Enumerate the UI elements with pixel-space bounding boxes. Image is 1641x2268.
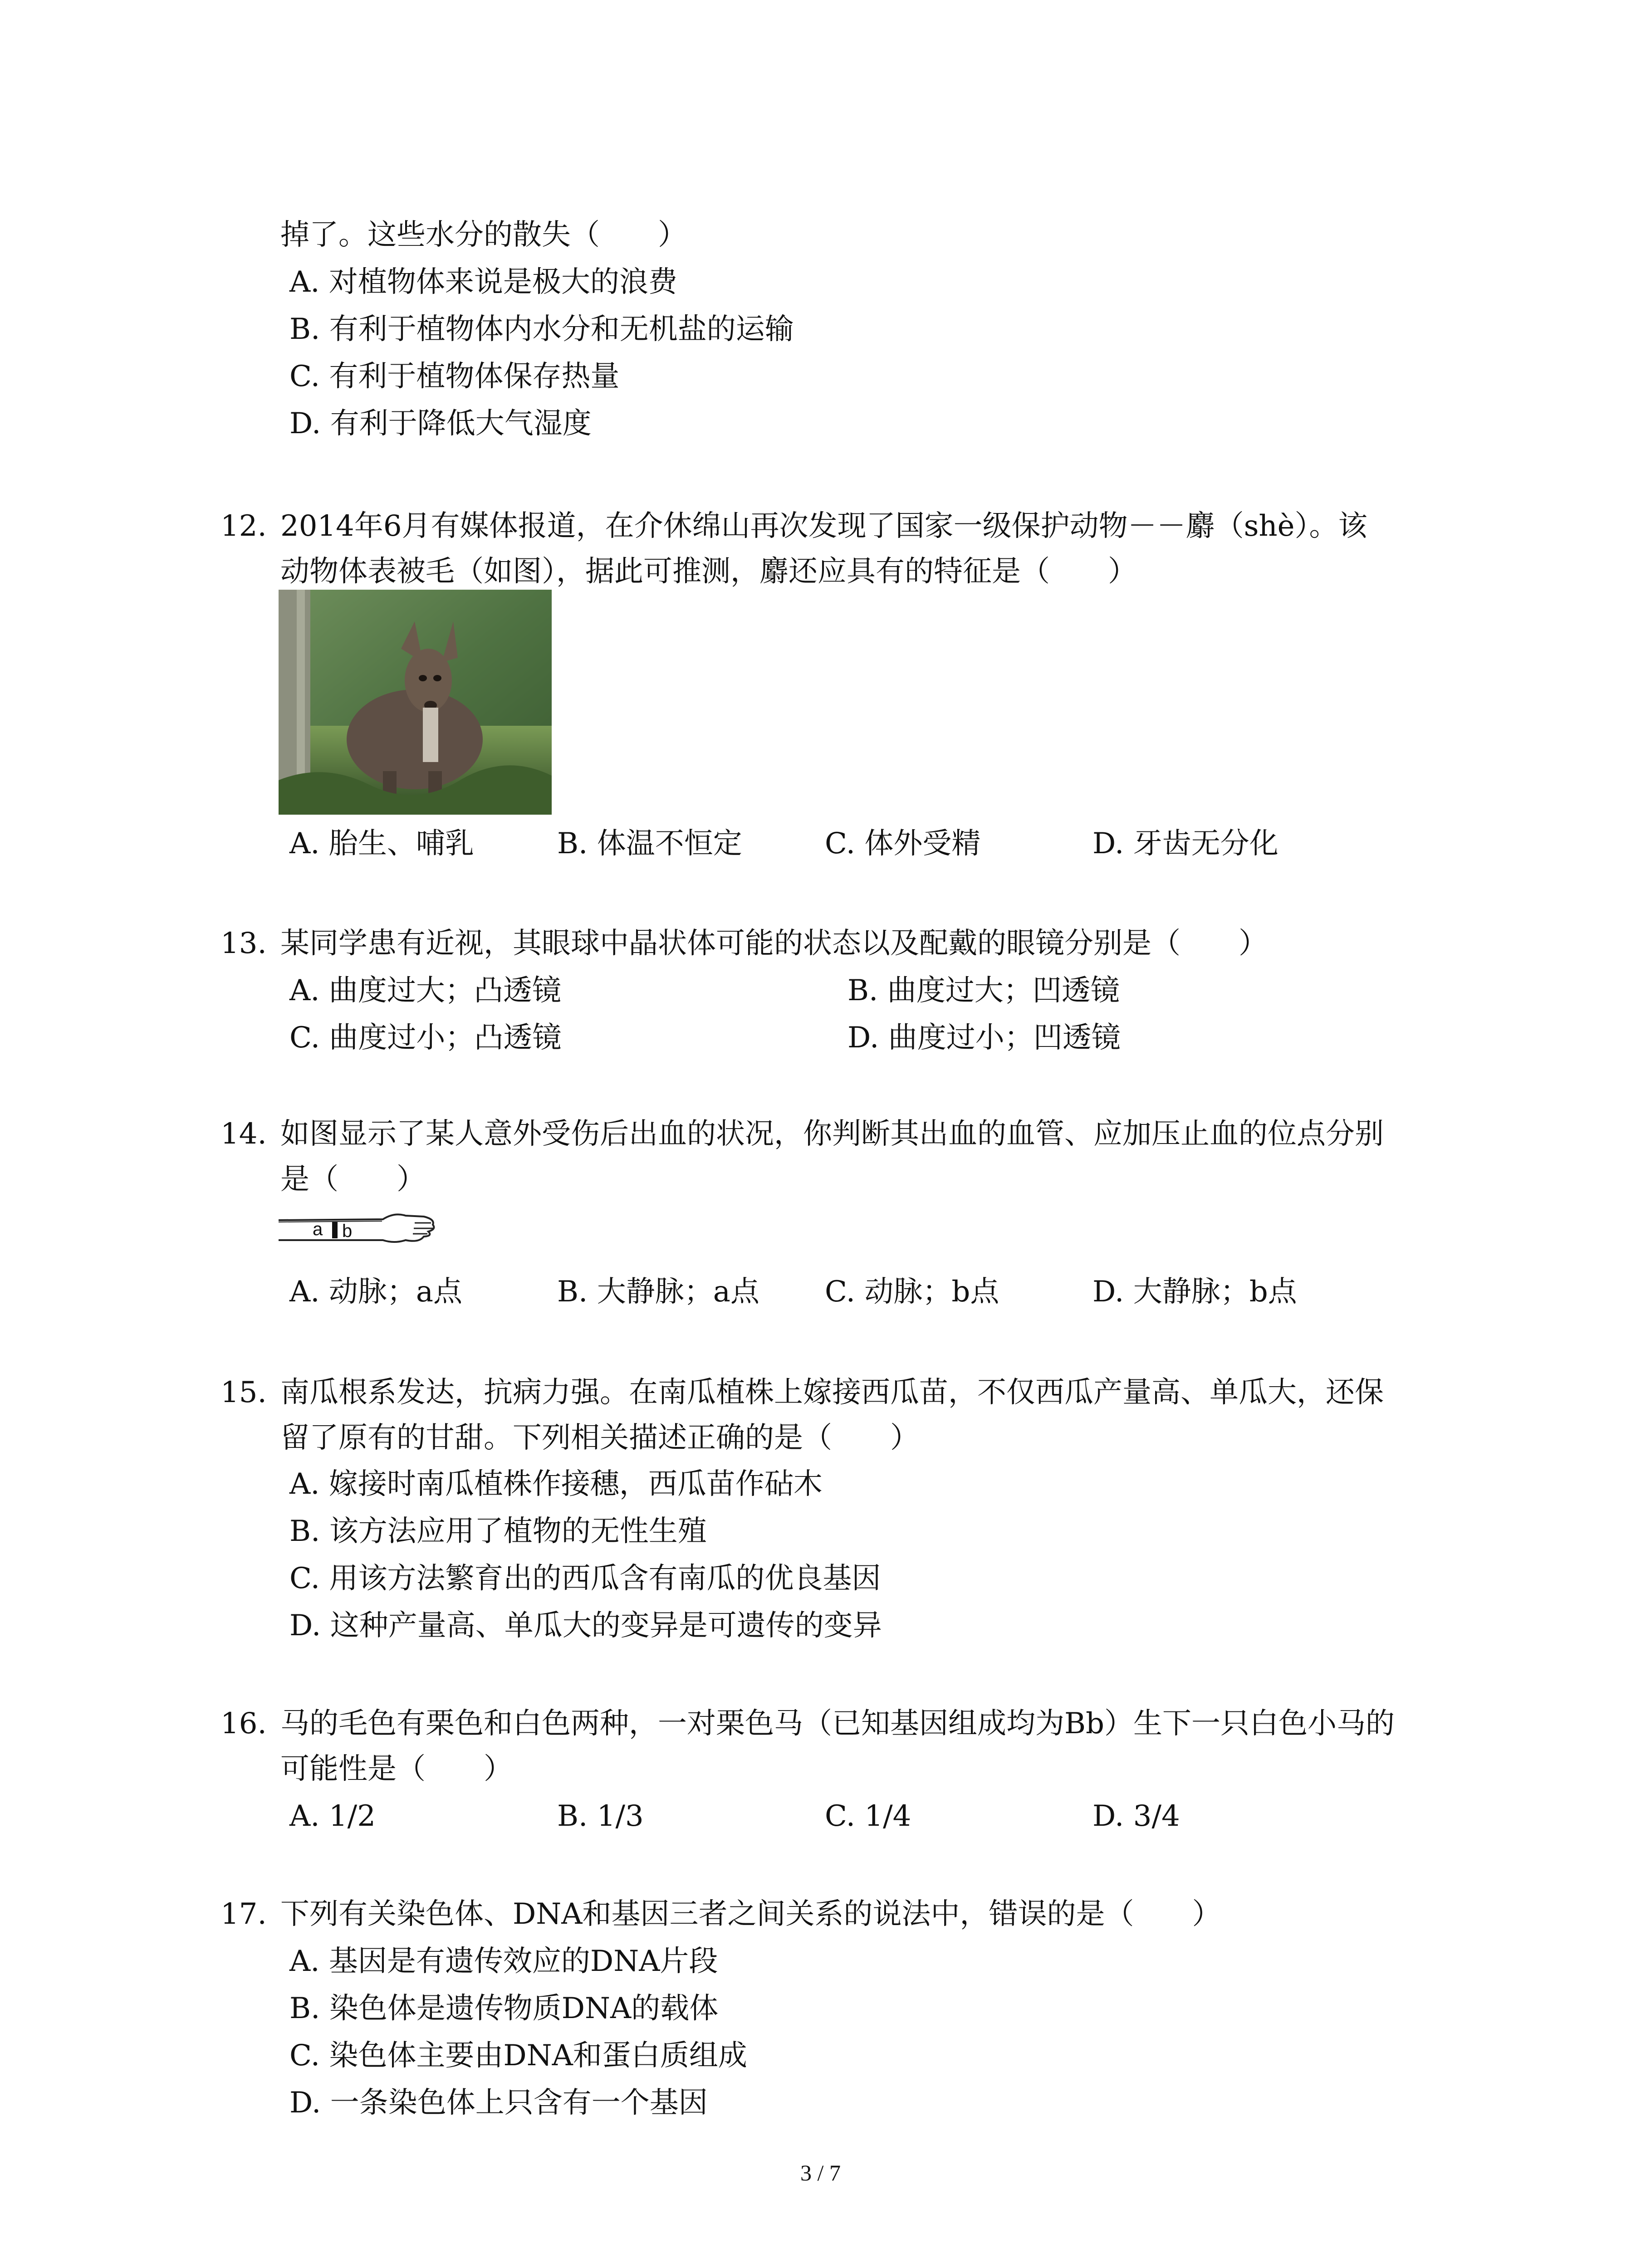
q12-option-d: D. 牙齿无分化 xyxy=(1092,827,1279,860)
q12-line2: 动物体表被毛（如图），据此可推测，麝还应具有的特征是（ ） xyxy=(280,555,1137,588)
q13-option-c: C. 曲度过小；凸透镜 xyxy=(289,1021,562,1055)
q15-option-c: C. 用该方法繁育出的西瓜含有南瓜的优良基因 xyxy=(289,1562,881,1595)
q16-option-c: C. 1/4 xyxy=(825,1799,911,1833)
page-number: 3 / 7 xyxy=(800,2160,841,2185)
q14-number: 14. xyxy=(220,1117,267,1151)
q16-number: 16. xyxy=(220,1707,267,1740)
q16-option-b: B. 1/3 xyxy=(557,1799,644,1833)
q14-option-b: B. 大静脉；a点 xyxy=(557,1275,759,1309)
q13-option-b: B. 曲度过大；凹透镜 xyxy=(847,974,1120,1007)
fig-label-b: b xyxy=(342,1221,353,1241)
q17-option-a: A. 基因是有遗传效应的DNA片段 xyxy=(289,1945,718,1978)
q11-stem-tail: 掉了。这些水分的散失（ ） xyxy=(280,218,687,252)
q12-line1: 2014年6月有媒体报道，在介休绵山再次发现了国家一级保护动物－－麝（shè）。该 xyxy=(280,509,1367,543)
q17-number: 17. xyxy=(220,1897,267,1931)
q12-number: 12. xyxy=(220,509,267,543)
q12-option-a: A. 胎生、哺乳 xyxy=(289,827,474,860)
q15-option-b: B. 该方法应用了植物的无性生殖 xyxy=(289,1515,707,1548)
musk-deer-photo xyxy=(279,590,552,815)
q14-option-d: D. 大静脉；b点 xyxy=(1092,1275,1297,1309)
q15-option-d: D. 这种产量高、单瓜大的变异是可遗传的变异 xyxy=(289,1609,882,1642)
q13-option-a: A. 曲度过大；凸透镜 xyxy=(289,974,561,1007)
q11-option-a: A. 对植物体来说是极大的浪费 xyxy=(289,265,677,299)
q12-option-c: C. 体外受精 xyxy=(825,827,981,860)
fig-label-a: a xyxy=(313,1219,323,1239)
q13-number: 13. xyxy=(220,927,267,960)
q17-option-b: B. 染色体是遗传物质DNA的载体 xyxy=(289,1992,719,2025)
q16-option-a: A. 1/2 xyxy=(289,1799,376,1833)
q17-option-c: C. 染色体主要由DNA和蛋白质组成 xyxy=(289,2039,747,2072)
q14-line1: 如图显示了某人意外受伤后出血的状况，你判断其出血的血管、应加压止血的位点分别 xyxy=(280,1117,1384,1151)
q17-line1: 下列有关染色体、DNA和基因三者之间关系的说法中，错误的是（ ） xyxy=(280,1897,1221,1931)
q11-option-d: D. 有利于降低大气湿度 xyxy=(289,407,592,440)
q16-line1: 马的毛色有栗色和白色两种，一对栗色马（已知基因组成均为Bb）生下一只白色小马的 xyxy=(280,1707,1395,1740)
arm-wound-figure xyxy=(279,1207,437,1252)
q15-line2: 留了原有的甘甜。下列相关描述正确的是（ ） xyxy=(280,1421,919,1455)
q15-line1: 南瓜根系发达，抗病力强。在南瓜植株上嫁接西瓜苗，不仅西瓜产量高、单瓜大，还保 xyxy=(280,1376,1384,1409)
q15-number: 15. xyxy=(220,1376,267,1409)
q16-line2: 可能性是（ ） xyxy=(280,1752,513,1786)
q14-option-c: C. 动脉；b点 xyxy=(825,1275,999,1309)
q14-line2: 是（ ） xyxy=(280,1163,426,1196)
q15-option-a: A. 嫁接时南瓜植株作接穗，西瓜苗作砧木 xyxy=(289,1467,823,1501)
q16-option-d: D. 3/4 xyxy=(1092,1799,1180,1833)
q17-option-d: D. 一条染色体上只含有一个基因 xyxy=(289,2086,708,2120)
q13-option-d: D. 曲度过小；凹透镜 xyxy=(847,1021,1121,1055)
q14-option-a: A. 动脉；a点 xyxy=(289,1275,463,1309)
q12-option-b: B. 体温不恒定 xyxy=(557,827,742,860)
q11-option-c: C. 有利于植物体保存热量 xyxy=(289,360,620,393)
q11-option-b: B. 有利于植物体内水分和无机盐的运输 xyxy=(289,313,794,346)
q13-line1: 某同学患有近视，其眼球中晶状体可能的状态以及配戴的眼镜分别是（ ） xyxy=(280,927,1268,960)
